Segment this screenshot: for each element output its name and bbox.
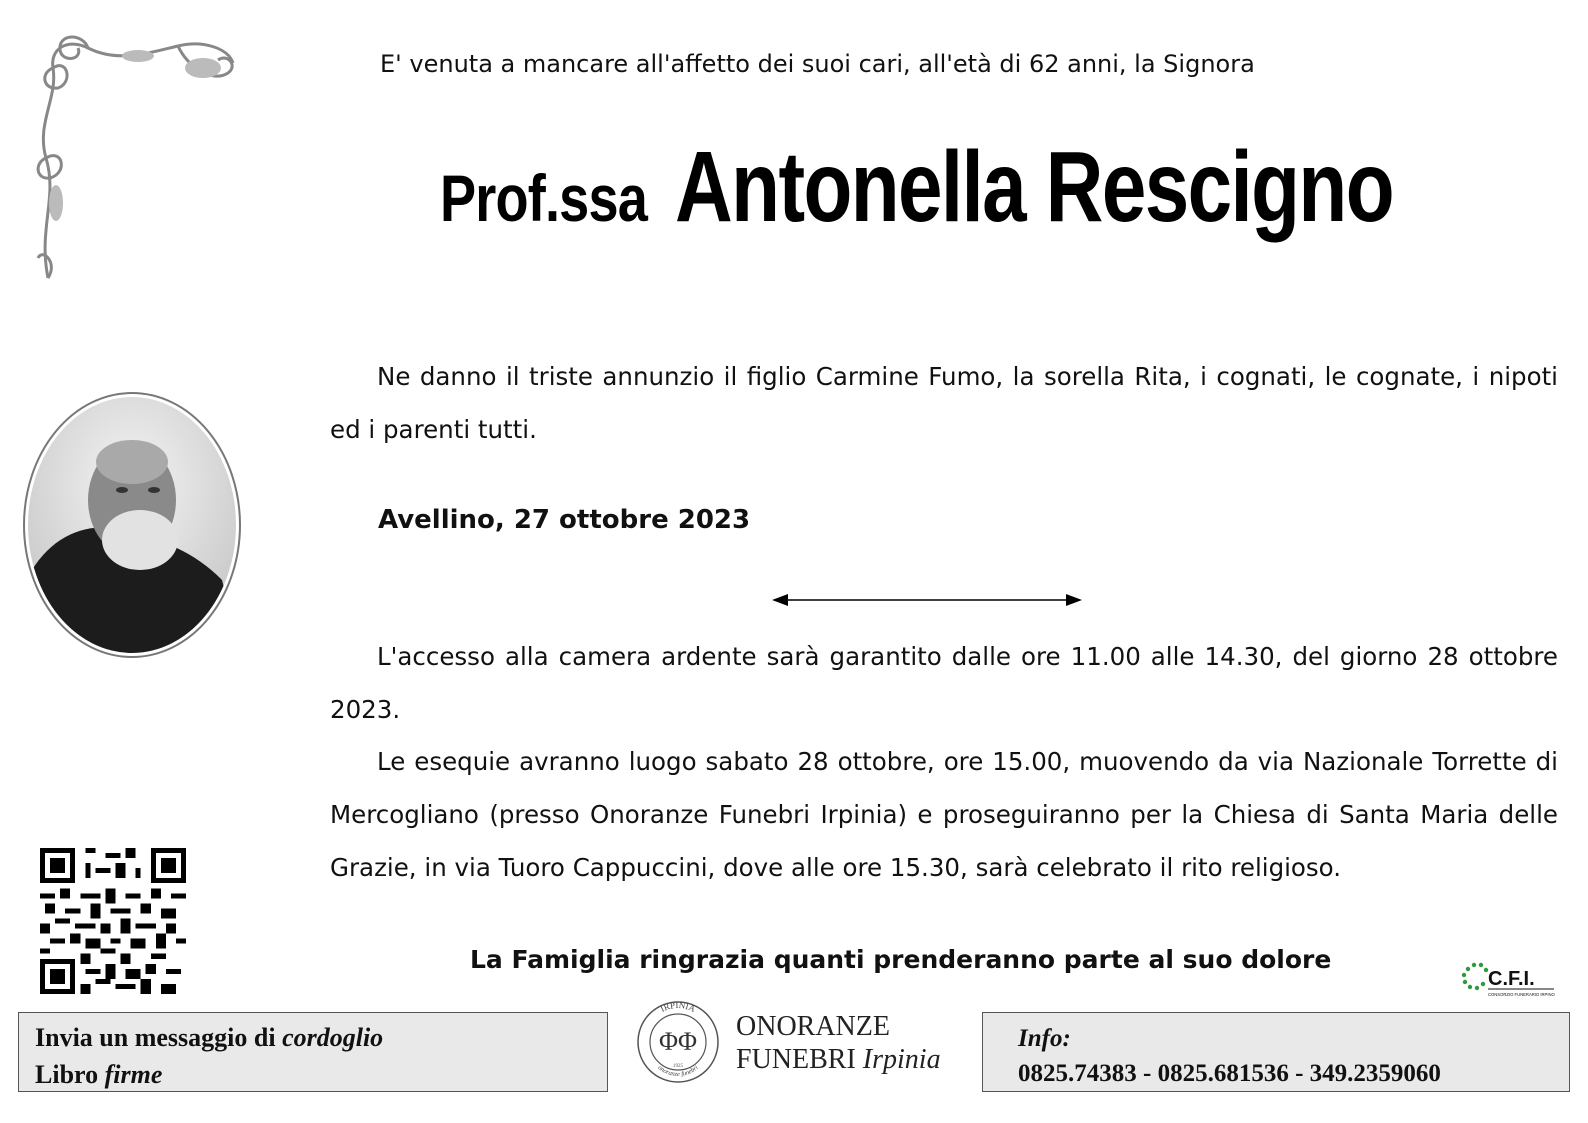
double-arrow-icon bbox=[772, 590, 1082, 610]
corner-ornament-icon bbox=[28, 28, 243, 288]
logo-ring-bottom: onoranze funebri bbox=[656, 1064, 700, 1079]
cfi-sub-label: CONSORZIO FUNERARIO IRPINO bbox=[1488, 992, 1555, 997]
funeral-paragraph bbox=[330, 735, 1558, 894]
place-date: Avellino, 27 ottobre 2023 bbox=[378, 505, 751, 535]
company-logo-icon bbox=[628, 990, 728, 1090]
cfi-logo-icon bbox=[1460, 955, 1556, 1001]
visitation-text: L'accesso alla camera ardente sarà garantito dalle ore 11.00 alle 14.30, del giorno 28 ottobre 2023. bbox=[330, 642, 1558, 724]
visitation-paragraph bbox=[330, 630, 1558, 736]
condolence-box[interactable] bbox=[18, 1012, 608, 1092]
family-thanks: La Famiglia ringrazia quanti prenderanno parte al suo dolore bbox=[470, 945, 1332, 974]
logo-ring-top: IRPINIA bbox=[658, 999, 698, 1014]
honorific-title: Prof.ssa bbox=[440, 161, 648, 235]
deceased-name bbox=[440, 130, 1572, 245]
company-name: ONORANZE FUNEBRI Irpinia bbox=[736, 1011, 941, 1075]
phone-numbers[interactable]: 0825.74383 - 0825.681536 - 349.2359060 bbox=[1018, 1060, 1441, 1087]
full-name: Antonella Rescigno bbox=[674, 131, 1393, 243]
condolence-link[interactable]: Invia un messaggio di cordoglio bbox=[35, 1023, 384, 1052]
qr-code-icon bbox=[40, 848, 186, 994]
guestbook-link[interactable]: Libro firme bbox=[35, 1060, 163, 1089]
info-label: Info: bbox=[1018, 1025, 1071, 1052]
announcement-paragraph bbox=[330, 350, 1558, 456]
announcement-text: Ne danno il triste annunzio il figlio Carmine Fumo, la sorella Rita, i cognati, le cognate, i nipoti ed i parenti tutti. bbox=[330, 362, 1558, 444]
svg-text:ΦΦ: ΦΦ bbox=[658, 1027, 698, 1056]
logo-year: 1925 bbox=[673, 1064, 683, 1069]
funeral-text: Le esequie avranno luogo sabato 28 ottobre, ore 15.00, muovendo da via Nazionale Torrette di Mercogliano (presso Onoranze Funebri Irpinia) e proseguiranno per la Chiesa di Santa Maria delle Grazie, in via Tuoro Cappuccini, dove alle ore 15.30, sarà celebrato il rito religioso. bbox=[330, 747, 1558, 882]
info-box bbox=[982, 1012, 1570, 1092]
intro-text: E' venuta a mancare all'affetto dei suoi cari, all'età di 62 anni, la Signora bbox=[380, 50, 1255, 78]
portrait-photo bbox=[22, 390, 242, 660]
cfi-label: C.F.I. bbox=[1488, 968, 1535, 990]
